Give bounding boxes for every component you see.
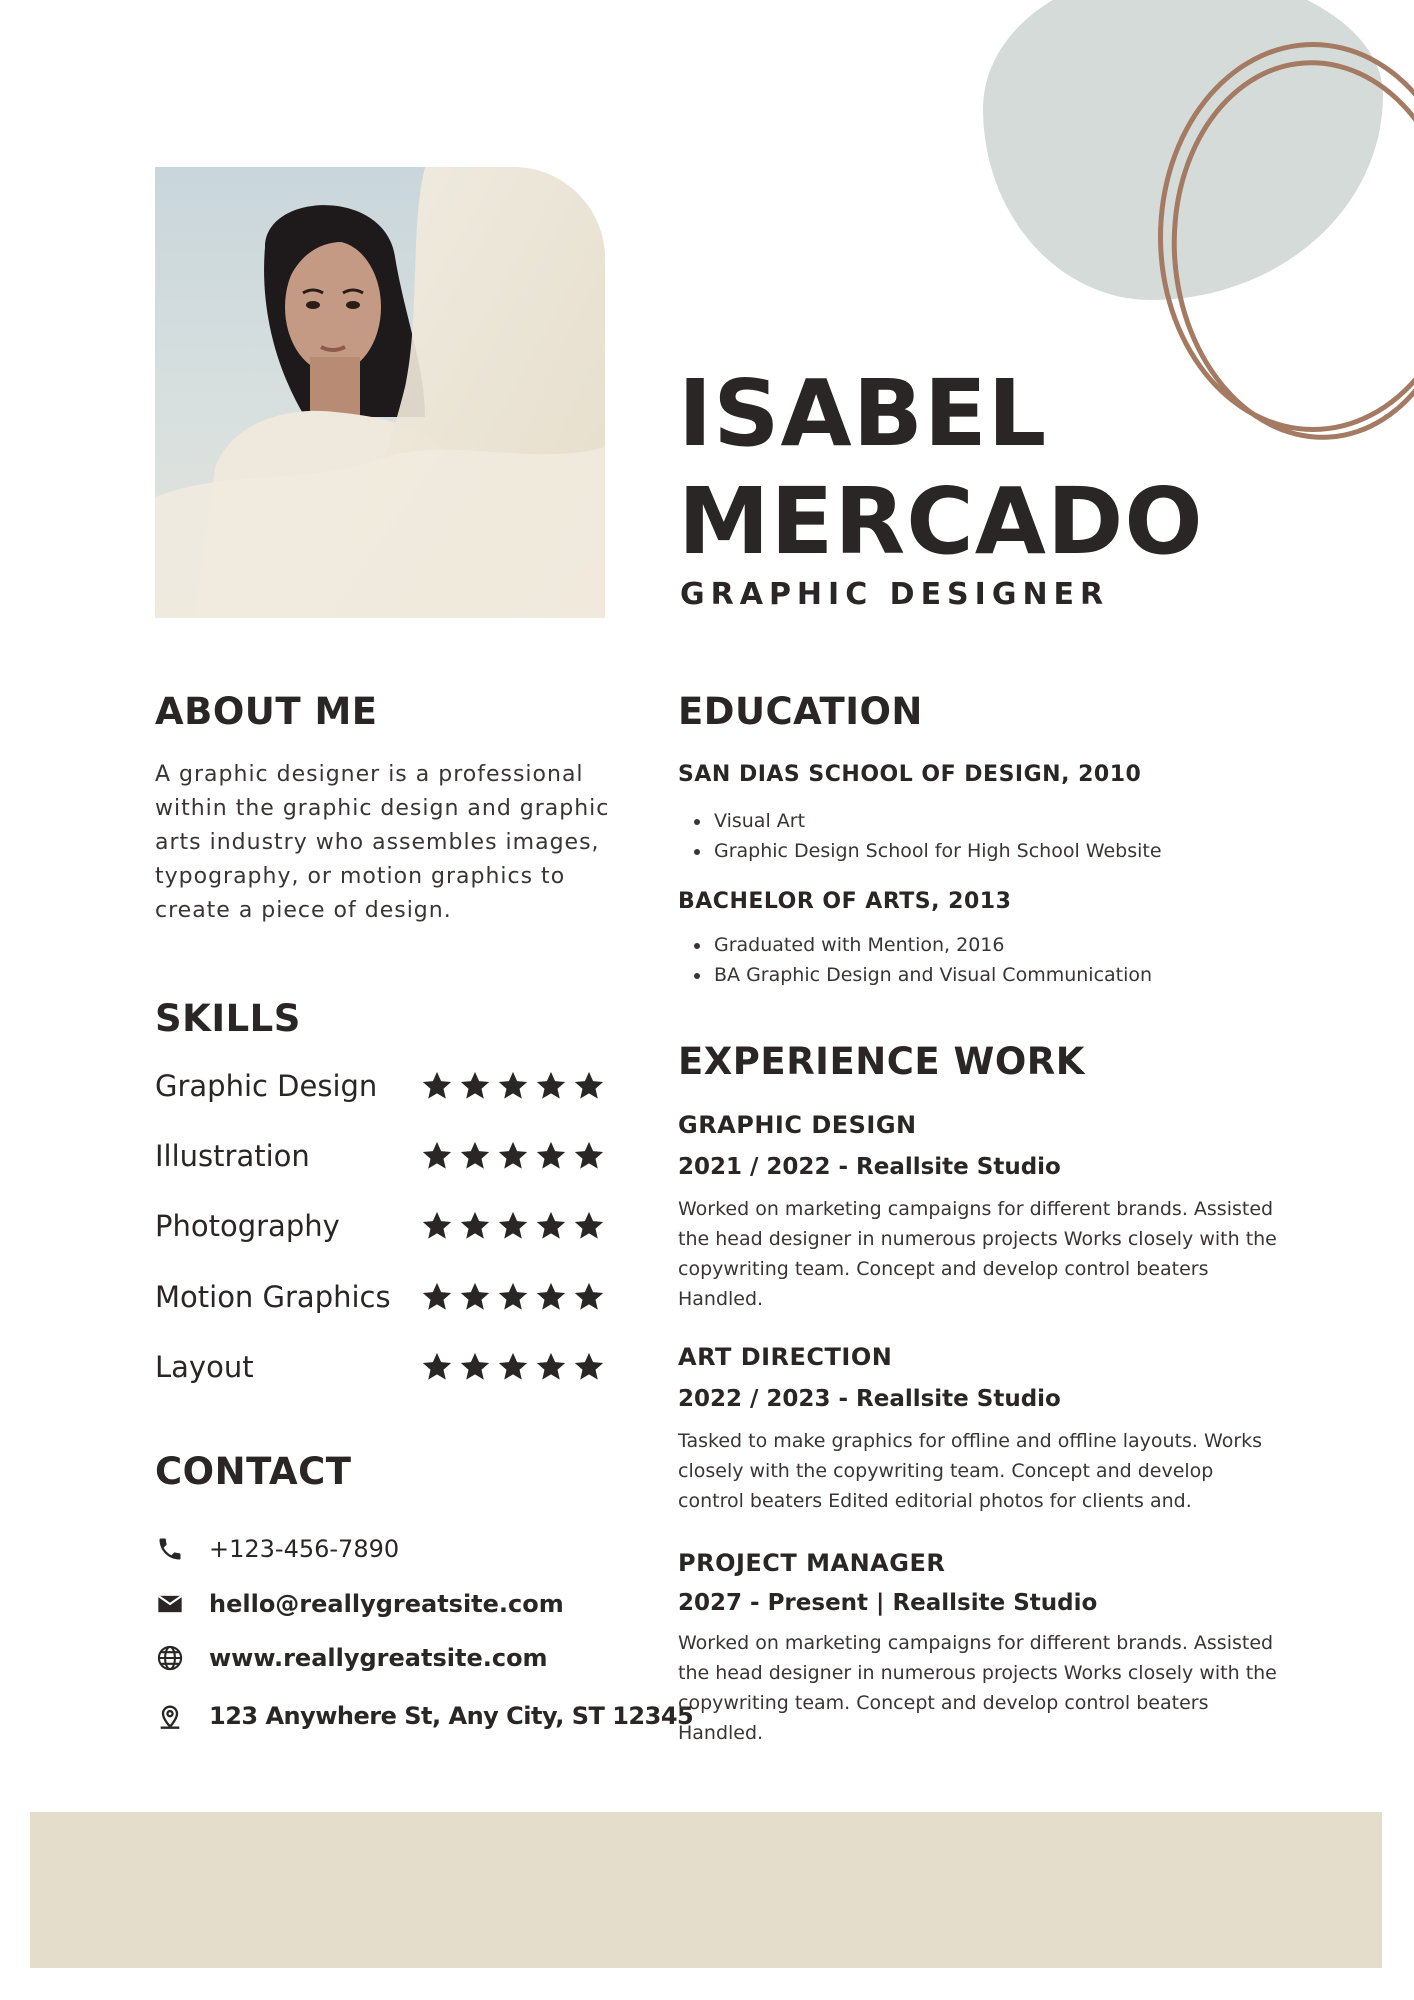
skill-rating: [420, 1280, 606, 1314]
job-dates: 2022 / 2023 - Reallsite Studio: [678, 1386, 1061, 1412]
skill-name: Illustration: [155, 1139, 310, 1173]
skill-rating: [420, 1209, 606, 1243]
contact-phone-row: [155, 1529, 399, 1569]
star-icon: [420, 1209, 454, 1243]
star-icon: [420, 1139, 454, 1173]
job-title: ART DIRECTION: [678, 1343, 893, 1371]
skill-rating: [420, 1139, 606, 1173]
contact-email-row: [155, 1584, 564, 1624]
phone-icon: [155, 1534, 185, 1564]
star-icon: [496, 1350, 530, 1384]
job-dates: 2027 - Present | Reallsite Studio: [678, 1590, 1098, 1616]
skill-row: [155, 1272, 605, 1322]
skill-rating: [420, 1069, 606, 1103]
job-description: Tasked to make graphics for offline and offline layouts. Works closely with the copywriting team. Concept and develop control beaters Edited editorial photos for clients and.: [678, 1430, 1263, 1512]
globe-icon: [155, 1643, 185, 1673]
job-description: Worked on marketing campaigns for different brands. Assisted the head designer in numerous projects Works closely with the copywriting team. Concept and develop control beaters Handled.: [678, 1198, 1277, 1310]
last-name: MERCADO: [678, 468, 1204, 575]
star-icon: [572, 1069, 606, 1103]
star-icon: [420, 1280, 454, 1314]
education-bullet: • Visual Art: [712, 806, 1162, 836]
star-icon: [534, 1350, 568, 1384]
education-bullets: [680, 806, 1162, 866]
job-title: GRAPHIC DESIGN: [678, 1111, 917, 1139]
education-bullets: [680, 930, 1152, 990]
contact-heading: CONTACT: [155, 1450, 352, 1493]
star-icon: [496, 1280, 530, 1314]
job-dates: 2021 / 2022 - Reallsite Studio: [678, 1154, 1061, 1180]
skill-row: [155, 1342, 605, 1392]
education-bullet: • Graduated with Mention, 2016: [712, 930, 1152, 960]
candidate-name: [678, 360, 1204, 576]
skill-row: [155, 1201, 605, 1251]
star-icon: [534, 1280, 568, 1314]
profile-photo: [155, 167, 605, 618]
star-icon: [458, 1209, 492, 1243]
map-pin-icon: [155, 1701, 185, 1731]
star-icon: [534, 1209, 568, 1243]
job-title: PROJECT MANAGER: [678, 1549, 946, 1577]
contact-email[interactable]: hello@reallygreatsite.com: [209, 1590, 564, 1618]
education-bullet: • Graphic Design School for High School Website: [712, 836, 1162, 866]
star-icon: [496, 1069, 530, 1103]
star-icon: [420, 1069, 454, 1103]
star-icon: [458, 1139, 492, 1173]
contact-website-row: [155, 1638, 548, 1678]
star-icon: [572, 1280, 606, 1314]
star-icon: [458, 1350, 492, 1384]
skill-row: [155, 1131, 605, 1181]
star-icon: [534, 1139, 568, 1173]
education-heading: EDUCATION: [678, 690, 923, 733]
skill-name: Graphic Design: [155, 1069, 378, 1103]
star-icon: [458, 1069, 492, 1103]
skill-name: Layout: [155, 1350, 254, 1384]
star-icon: [420, 1350, 454, 1384]
star-icon: [572, 1139, 606, 1173]
star-icon: [496, 1209, 530, 1243]
education-bullet: • BA Graphic Design and Visual Communication: [712, 960, 1152, 990]
contact-address-row: [155, 1696, 693, 1736]
about-text: A graphic designer is a professional within the graphic design and graphic arts industry who assembles images, typography, or motion graphics to create a piece of design.: [155, 762, 610, 923]
contact-phone[interactable]: +123-456-7890: [209, 1535, 400, 1563]
skill-row: [155, 1061, 605, 1111]
star-icon: [458, 1280, 492, 1314]
about-heading: ABOUT ME: [155, 690, 378, 733]
education-school: BACHELOR OF ARTS, 2013: [678, 889, 1012, 914]
job-role: GRAPHIC DESIGNER: [680, 577, 1110, 612]
contact-website[interactable]: www.reallygreatsite.com: [209, 1644, 548, 1672]
job-description: Worked on marketing campaigns for different brands. Assisted the head designer in numerous projects Works closely with the copywriting team. Concept and develop control beaters Handled.: [678, 1632, 1277, 1744]
star-icon: [572, 1209, 606, 1243]
skill-name: Motion Graphics: [155, 1280, 391, 1314]
skill-name: Photography: [155, 1209, 340, 1243]
first-name: ISABEL: [678, 360, 1048, 467]
education-school: SAN DIAS SCHOOL OF DESIGN, 2010: [678, 762, 1142, 787]
star-icon: [496, 1139, 530, 1173]
footer-band: [30, 1812, 1382, 1968]
skills-heading: SKILLS: [155, 997, 301, 1040]
portrait-illustration: [155, 167, 605, 618]
contact-address: 123 Anywhere St, Any City, ST 12345: [209, 1702, 694, 1730]
envelope-icon: [155, 1589, 185, 1619]
star-icon: [572, 1350, 606, 1384]
experience-heading: EXPERIENCE WORK: [678, 1040, 1085, 1083]
star-icon: [534, 1069, 568, 1103]
skill-rating: [420, 1350, 606, 1384]
